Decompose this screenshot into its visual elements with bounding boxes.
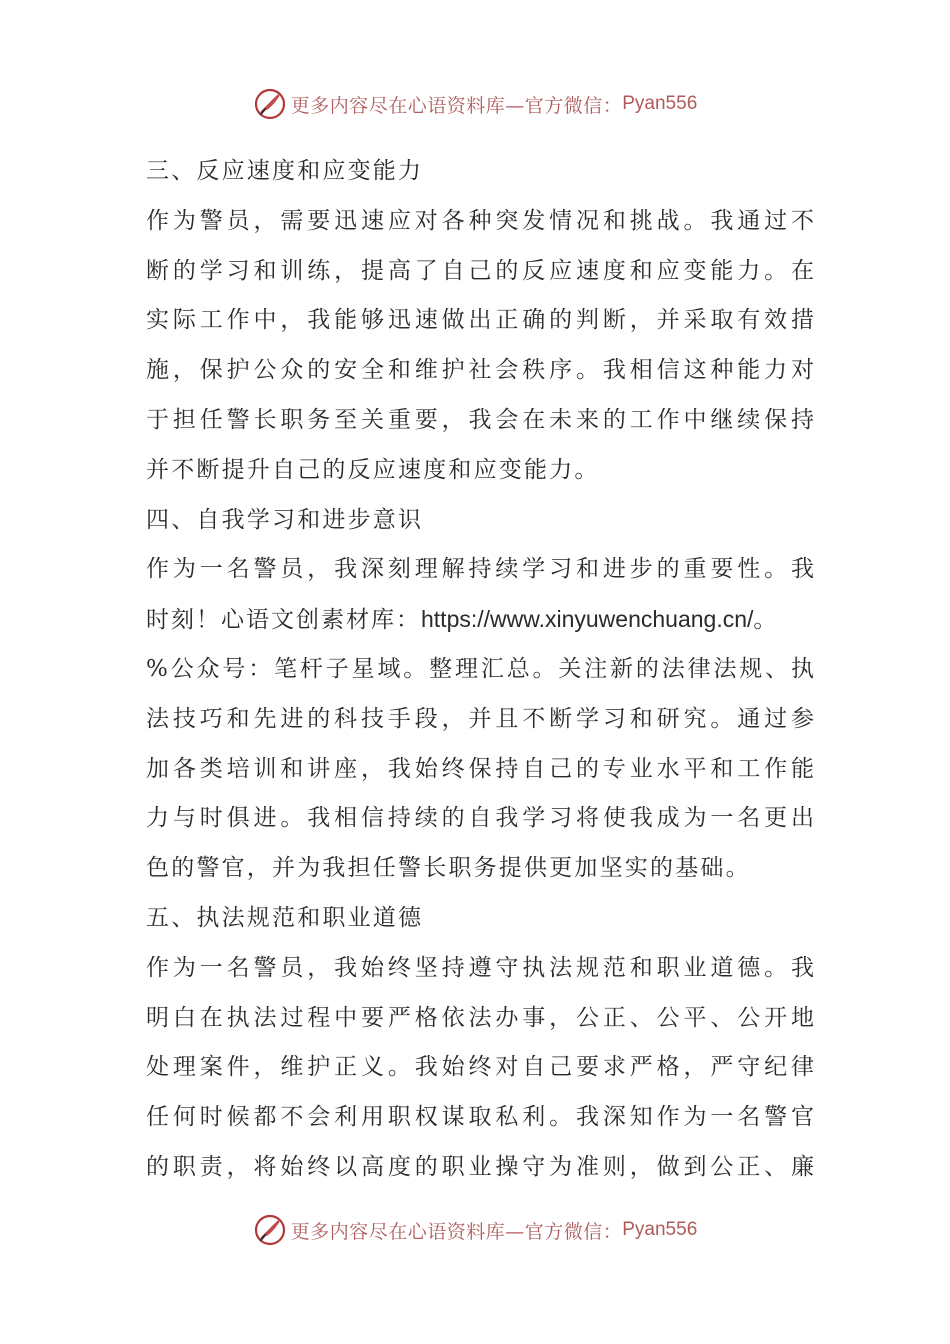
paragraph-line: 断的学习和训练，提高了自己的反应速度和应变能力。在 xyxy=(146,257,814,284)
header-banner-wechat: Pyan556 xyxy=(622,93,698,114)
paragraph-line: 并不断提升自己的反应速度和应变能力。 xyxy=(146,456,600,483)
paragraph-line: 加各类培训和讲座，我始终保持自己的专业水平和工作能 xyxy=(146,755,814,782)
paragraph-line-with-link xyxy=(146,595,814,645)
paragraph-line: 的职责，将始终以高度的职业操守为准则，做到公正、廉 xyxy=(146,1153,814,1180)
paragraph-line: 处理案件，维护正义。我始终对自己要求严格，严守纪律 xyxy=(146,1054,814,1081)
footer-banner-wechat: Pyan556 xyxy=(622,1219,698,1240)
document-body xyxy=(146,147,814,1193)
paragraph-line: 于担任警长职务至关重要，我会在未来的工作中继续保持 xyxy=(146,406,814,433)
header-banner-text: 更多内容尽在心语资料库—官方微信： xyxy=(290,94,623,117)
paragraph-line: 力与时俱进。我相信持续的自我学习将使我成为一名更出 xyxy=(146,805,814,832)
section-heading-5: 五、执法规范和职业道德 xyxy=(146,904,424,931)
paragraph-line: 作为一名警员，我始终坚持遵守执法规范和职业道德。我 xyxy=(146,954,814,981)
paragraph-line: 明白在执法过程中要严格依法办事，公正、公平、公开地 xyxy=(146,1004,814,1031)
line-suffix: 。 xyxy=(753,607,779,634)
line-prefix: 时刻！心语文创素材库： xyxy=(146,607,421,634)
quill-logo-icon xyxy=(253,1213,287,1247)
paragraph-line: 色的警官，并为我担任警长职务提供更加坚实的基础。 xyxy=(146,855,751,882)
paragraph-line: 任何时候都不会利用职权谋取私利。我深知作为一名警官 xyxy=(146,1104,814,1131)
paragraph-line: 作为一名警员，我深刻理解持续学习和进步的重要性。我 xyxy=(146,556,814,583)
paragraph-line: %公众号：笔杆子星域。整理汇总。关注新的法律法规、执 xyxy=(146,655,814,682)
paragraph-line: 法技巧和先进的科技手段，并且不断学习和研究。通过参 xyxy=(146,705,814,732)
paragraph-line: 作为警员，需要迅速应对各种突发情况和挑战。我通过不 xyxy=(146,207,814,234)
header-banner xyxy=(0,82,950,126)
footer-banner-text: 更多内容尽在心语资料库—官方微信： xyxy=(290,1220,623,1243)
paragraph-line: 施，保护公众的安全和维护社会秩序。我相信这种能力对 xyxy=(146,357,814,384)
quill-logo-icon xyxy=(253,87,287,121)
website-url: https://www.xinyuwenchuang.cn/ xyxy=(421,606,754,633)
footer-banner xyxy=(0,1208,950,1252)
paragraph-line: 实际工作中，我能够迅速做出正确的判断，并采取有效措 xyxy=(146,307,814,334)
section-heading-3: 三、反应速度和应变能力 xyxy=(146,158,424,184)
section-heading-4: 四、自我学习和进步意识 xyxy=(146,506,424,533)
